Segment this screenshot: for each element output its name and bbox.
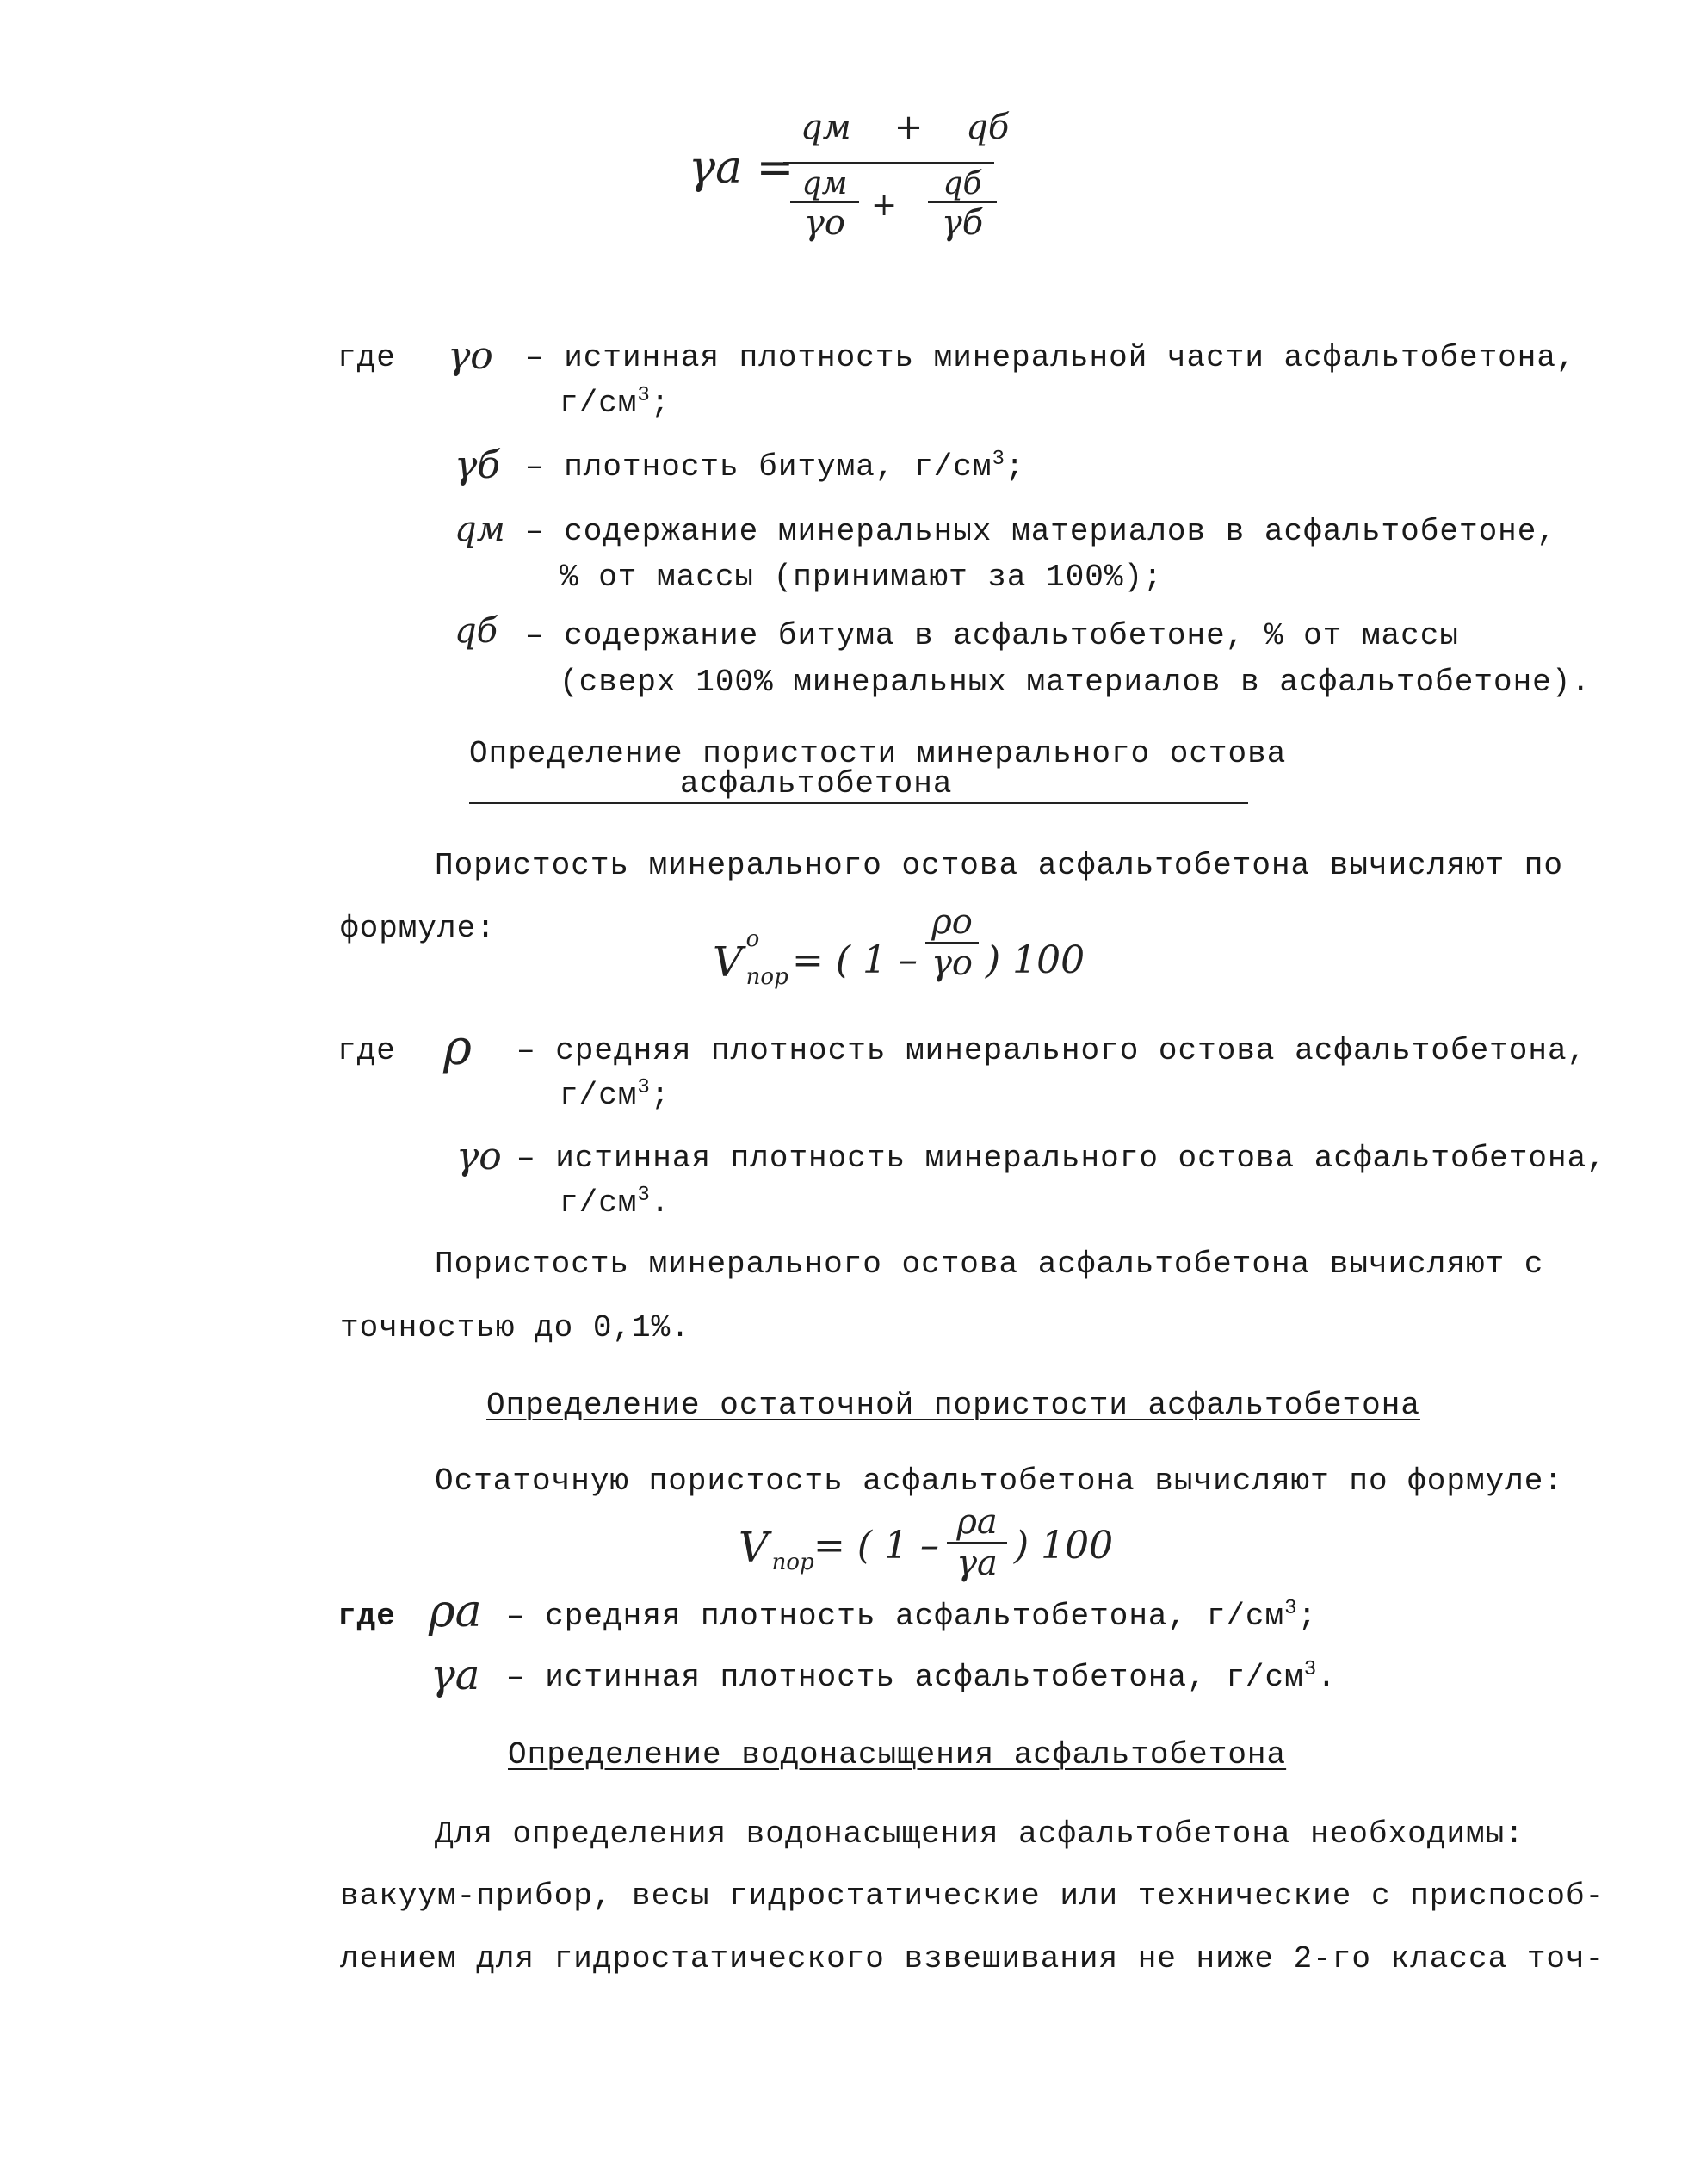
formula3-tail: ) 100 [1014,1524,1114,1568]
def-text-cont: % от массы (принимают за 100%); [560,560,1163,595]
formula1-den-plus: + [871,188,898,223]
symbol-rho: ρ [443,1020,472,1076]
formula3-fraction [947,1502,1007,1583]
formula1-den-a-den: γо [804,203,845,243]
formula1-den-b-den: γб [941,203,984,243]
formula1-numerator [801,108,1009,147]
formula1-num-b: qб [966,108,1010,147]
paragraph: точностью до 0,1%. [340,1310,690,1346]
formula2-num: ρо [931,902,973,942]
def-text-cont: $г/см^3$; [560,1076,671,1113]
paragraph: формуле: [340,911,496,946]
def-text-cont: $г/см^3$. [560,1184,671,1221]
def-text-cont: (сверх 100% минеральных материалов в асфальтобетоне). [560,665,1591,700]
def-text: – средняя плотность минерального остова асфальтобетона, [516,1033,1587,1068]
def-text: – истинная плотность минеральной части асфальтобетона, [525,340,1576,375]
symbol-q-m: qм [454,510,505,549]
formula2-eq: = ( 1 – [792,938,918,982]
formula1-den-a [790,166,859,243]
section-heading-porosity-mineral-line2: асфальтобетона [680,766,953,801]
formula3-num: ρa [956,1502,998,1542]
formula2-fraction [925,902,979,983]
section-heading-porosity-mineral: Определение пористости минерального остова [469,736,1287,771]
section-heading-water-saturation: Определение водонасыщения асфальтобетона [508,1737,1287,1773]
section-heading-residual-porosity: Определение остаточной пористости асфальтобетона [486,1388,1420,1423]
formula3-den: γa [956,1544,998,1583]
formula1-den-b-num: qб [943,166,982,201]
formula1-main-bar [783,162,994,164]
paragraph: Остаточную пористость асфальтобетона вычисляют по формуле: [435,1463,1564,1499]
symbol-gamma-b: γб [454,443,501,487]
formula2-den: γо [931,944,973,983]
def-text: – содержание битума в асфальтобетоне, % от массы [525,618,1459,653]
paragraph: Пористость минерального остова асфальтобетона вычисляют по [435,848,1564,883]
paragraph: лением для гидростатического взвешивания не ниже 2-го класса точ- [340,1941,1605,1977]
formula1-plus: + [893,108,924,147]
formula3-v: V пор [739,1524,814,1575]
where-label: где [337,340,396,375]
where-label: где [337,1033,396,1068]
def-text: – плотность битума, $г/см^3$; [525,448,1025,485]
symbol-rho-a: ρa [429,1586,482,1637]
def-text: – содержание минеральных материалов в асфальтобетоне, [525,514,1556,549]
symbol-gamma-o: γо [448,334,493,378]
where-label: где [337,1599,396,1634]
formula1-den-a-num: qм [801,166,848,201]
def-text: – истинная плотность минерального остова асфальтобетона, [516,1141,1606,1176]
paragraph: Пористость минерального остова асфальтобетона вычисляют с [435,1247,1544,1282]
def-text: – истинная плотность асфальтобетона, $г/см^3$. [506,1658,1337,1695]
paragraph: Для определения водонасыщения асфальтобетона необходимы: [435,1816,1524,1852]
symbol-q-b: qб [454,611,498,651]
symbol-gamma-a: γa [430,1651,480,1699]
formula2-v: V о пор [713,926,788,990]
paragraph: вакуум-прибор, весы гидростатические или технические с приспособ- [340,1878,1605,1914]
heading-underline [469,802,1248,804]
def-text: – средняя плотность асфальтобетона, $г/см^3$; [506,1597,1318,1634]
symbol-gamma-o: γо [456,1135,502,1179]
def-text-cont: $г/см^3$; [560,384,671,421]
formula1-num-a: qм [801,108,851,147]
formula1-den-b [928,166,997,243]
formula3-eq: = ( 1 – [813,1524,939,1568]
formula2-tail: ) 100 [986,938,1085,982]
formula1-lhs: γa = [689,142,795,194]
